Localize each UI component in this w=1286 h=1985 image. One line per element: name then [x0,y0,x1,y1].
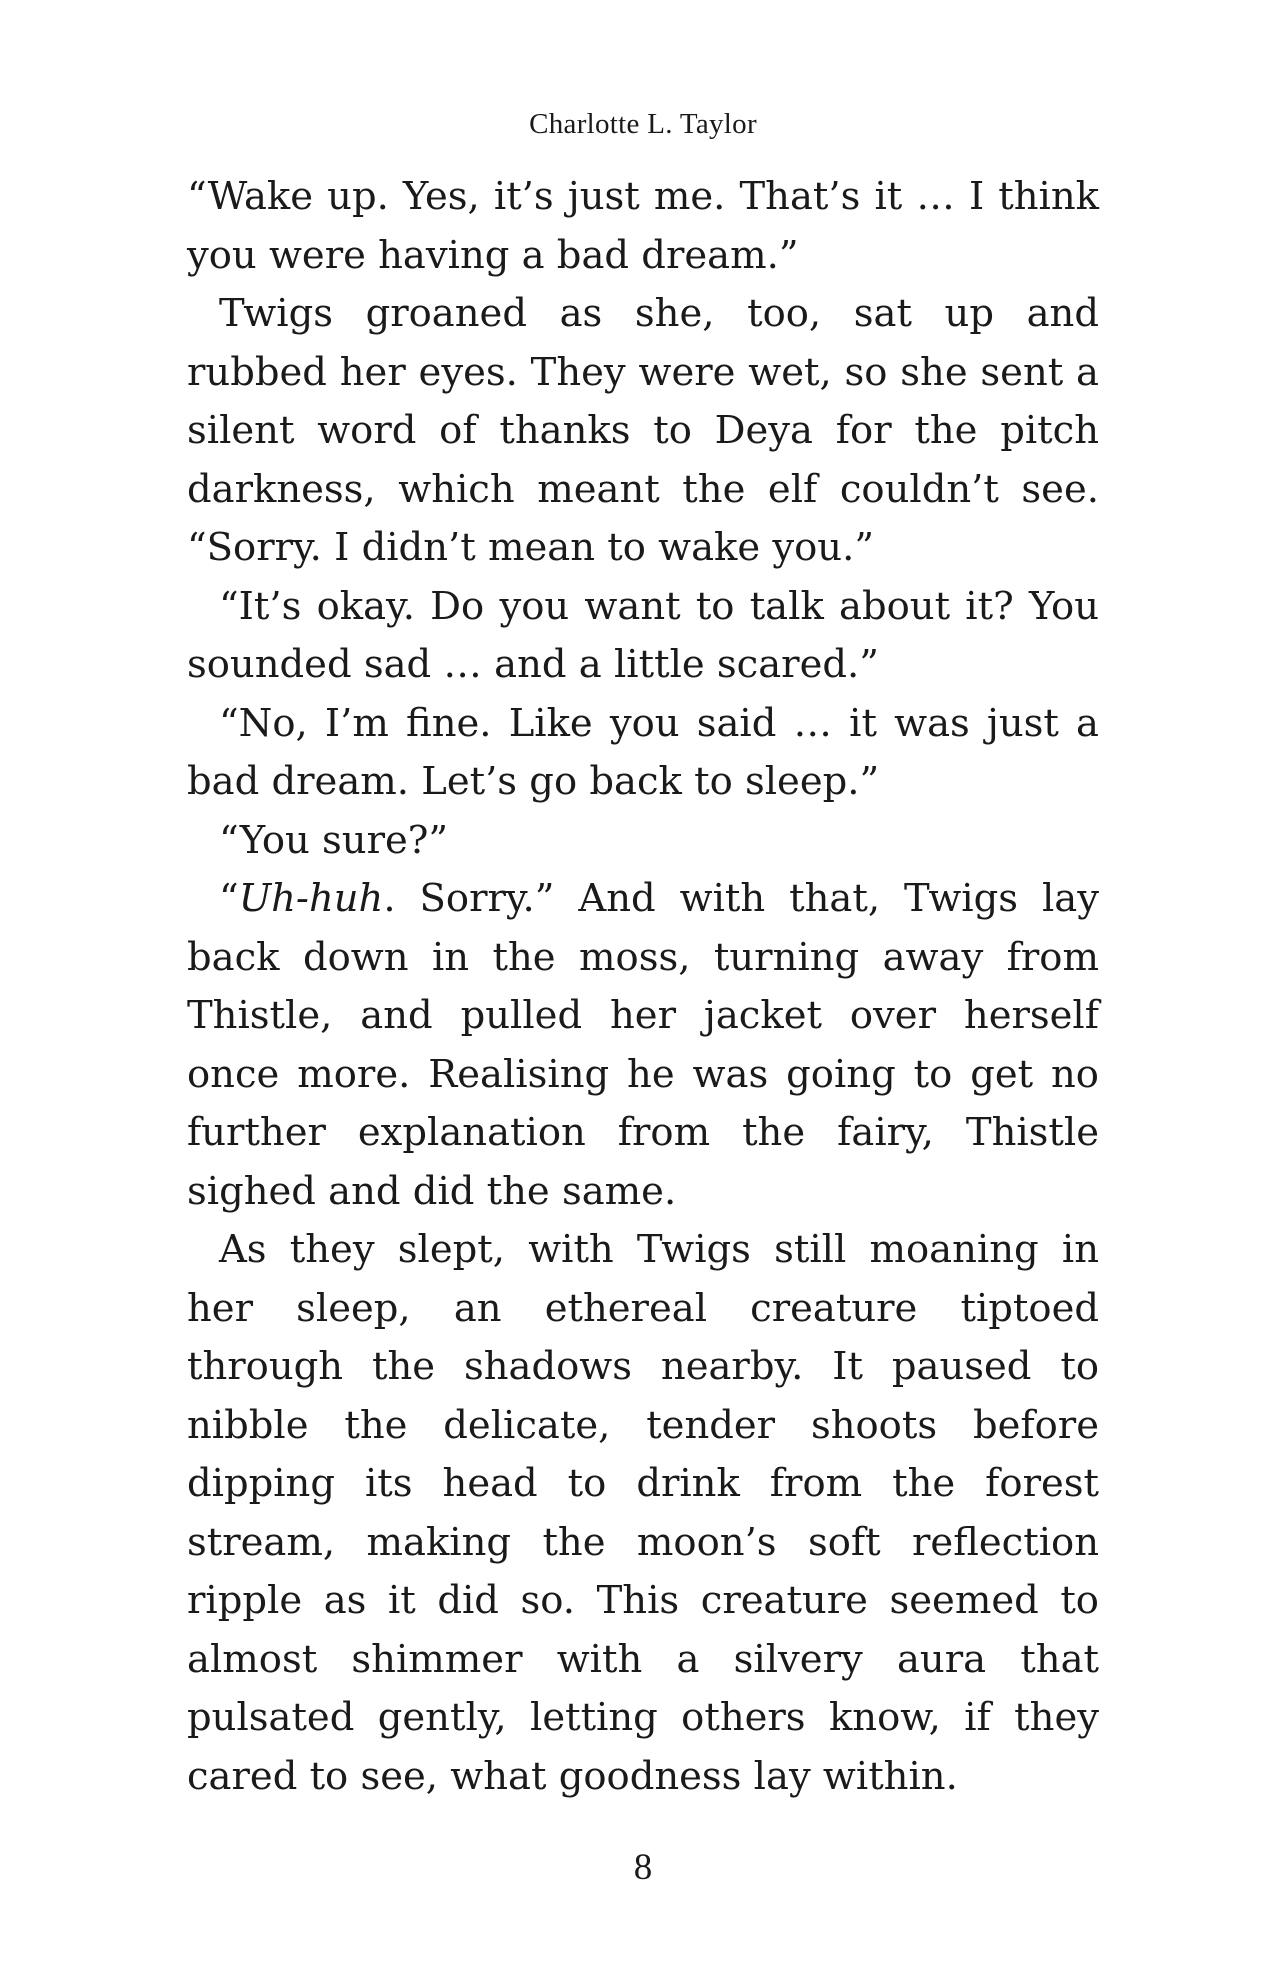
paragraph-6-rest: . Sorry.” And with that, Twigs lay back down in the moss, turning away from Thistle, and pulled her jacket over herself once more. Realising he was going to get no further explanation from the fairy, Thistle sighed and did the same. [187,876,1099,1214]
italic-uh-huh: Uh-huh [238,876,384,921]
running-head-author: Charlotte L. Taylor [529,108,757,140]
open-quote: “ [219,876,239,921]
page-number: 8 [633,1847,653,1888]
body-text [187,168,1099,1806]
paragraph-1: “Wake up. Yes, it’s just me. That’s it … I think you were having a bad dream.” [187,174,1099,278]
paragraph-6 [187,870,1099,1221]
paragraph-5: “You sure?” [219,817,449,863]
paragraph-4: “No, I’m fine. Like you said … it was just a bad dream. Let’s go back to sleep.” [187,700,1099,804]
paragraph-3: “It’s okay. Do you want to talk about it? You sounded sad … and a little scared.” [187,583,1099,687]
paragraph-2: Twigs groaned as she, too, sat up and rubbed her eyes. They were wet, so she sent a silent word of thanks to Deya for the pitch darkness, which meant the elf couldn’t see. “Sorry. I didn’t mean to wake you.” [187,291,1099,570]
paragraph-7: As they slept, with Twigs still moaning in her sleep, an ethereal creature tiptoed through the shadows nearby. It paused to nibble the delicate, tender shoots before dipping its head to drink from the forest stream, making the moon’s soft reflection ripple as it did so. This creature seemed to almost shimmer with a silvery aura that pulsated gently, letting others know, if they cared to see, what goodness lay within. [187,1227,1099,1799]
